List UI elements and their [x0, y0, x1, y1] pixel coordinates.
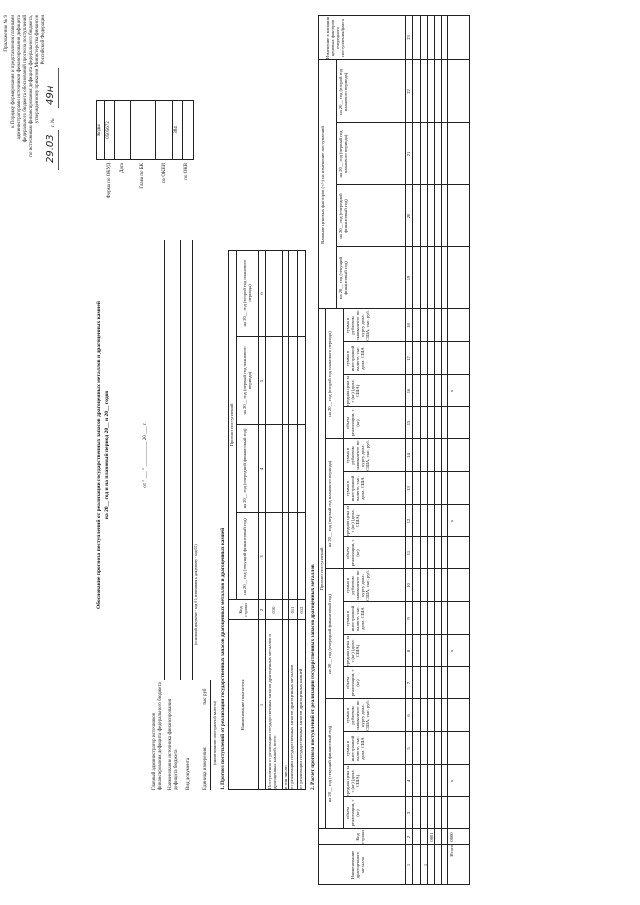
- s1-num-2: 2: [259, 608, 264, 612]
- codes-divider-2: [130, 100, 131, 160]
- s2-sub-volume-4: объем реализации, т (кг): [345, 409, 360, 437]
- s2-col-num-8: 8: [406, 649, 411, 653]
- header-line-6: Российской Федерации: [41, 15, 46, 65]
- header-line-3: федерального бюджета обоснований прогноза поступлений: [23, 15, 28, 143]
- header-line-4: по источникам финансирования дефицита федерального бюджета,: [29, 15, 34, 157]
- s1-row-total-code: 010: [271, 606, 276, 614]
- s2-col-fact: Влияние ценовых факторов (+/-) на изменение поступлений: [320, 126, 325, 244]
- s2-year-cur: на 20__ год (текущий финансовый год): [327, 725, 332, 803]
- s2-hline-5: [420, 15, 421, 885]
- s1-row-stones: от реализации государственных запасов драгоценных камней: [298, 668, 303, 789]
- s2-row-1-num: 1: [423, 863, 428, 867]
- s2-col-num-11: 11: [406, 550, 411, 556]
- s2-col-num-14: 14: [406, 453, 411, 458]
- s2-sub-price-4: средняя цена за т (кг) (долл. США): [345, 375, 360, 407]
- s1-row-stones-code: 012: [299, 606, 304, 614]
- codes-header: Коды: [97, 124, 102, 136]
- s2-sub-foreign-2: сумма в иностранной валюте, тыс. долл. США: [345, 605, 365, 632]
- s1-num-4: 4: [259, 467, 264, 471]
- s2-sub-rub-2: сумма в рублевом эквиваленте по курсу долл. США, тыс. руб.: [345, 570, 370, 601]
- s2-col-num-7: 7: [406, 681, 411, 685]
- bk-label: Глава по БК: [140, 163, 145, 189]
- order-number-underline: [58, 68, 59, 108]
- s2-col-num-3: 3: [406, 811, 411, 815]
- codes-divider-0: [104, 100, 105, 160]
- s1-num-5: 5: [259, 379, 264, 383]
- s1-row-total: Поступления от реализации государственных запасов драгоценных металлов и драгоценных камней, всего: [267, 634, 277, 789]
- s2-fact-1: на 20__ год (текущий финансовый год): [338, 257, 348, 299]
- s2-col-num-16: 16: [406, 388, 411, 394]
- s2-sub-foreign-4: сумма в иностранной валюте, тыс. долл. США: [345, 345, 365, 372]
- s1-vline-2: [236, 512, 306, 513]
- s2-sub-rub-4: сумма в рублевом эквиваленте по курсу долл. США, тыс. руб.: [345, 310, 370, 341]
- s2-col-code: Код строки: [355, 830, 365, 844]
- source-field-line: [180, 240, 181, 680]
- s2-col-num-2: 2: [406, 835, 411, 839]
- s2-x-mark-2: x: [449, 649, 454, 653]
- doc-type-hint: (основной документ - код 01; изменения к документу - код 02): [194, 544, 198, 645]
- okv-label: по ОКВ: [184, 163, 189, 180]
- currency-hint: (наименование иностранной валюты): [212, 701, 217, 765]
- s1-row-including: в том числе:: [283, 765, 288, 789]
- s2-x-mark-1: x: [449, 779, 454, 783]
- s2-col-num-12: 12: [406, 518, 411, 524]
- header-line-2: администраторами источников финансирования дефицита: [17, 15, 22, 140]
- s1-col-code: Код строки: [238, 603, 248, 617]
- order-date-suffix: г. №: [51, 118, 56, 127]
- s2-vline-9: [325, 568, 470, 569]
- s1-vline-4: [236, 336, 306, 337]
- okei-label: по ОКЕИ: [162, 163, 167, 184]
- s2-x-mark-4: x: [449, 389, 454, 393]
- s1-row-metals: от реализации государственных запасов драгоценных металлов: [289, 664, 294, 789]
- header-line-5: утвержденному приказом Министерства финансов: [35, 15, 40, 124]
- s2-col-num-21: 21: [406, 151, 411, 157]
- okei-value: 384: [174, 126, 179, 134]
- form-period: на 20__ год и на плановый период 20__ и 20__ годов: [104, 390, 110, 520]
- s2-year-p1: на 20__ год (первый год планового периода): [327, 460, 332, 548]
- s1-num-6: 6: [259, 292, 264, 295]
- date-label: Дата: [120, 163, 125, 173]
- form-title: Обоснование прогноза поступлений от реализации государственных запасов драгоценных металлов и драгоценных камней: [96, 301, 102, 609]
- order-date-handwritten: 29.03: [45, 134, 56, 163]
- admin-label-1: Главный администратор источников: [152, 712, 157, 790]
- admin-label-2: финансирования дефицита федерального бюджета: [158, 682, 163, 790]
- source-label-1: Наименование источника финансирования: [168, 698, 173, 790]
- s2-year-p2: на 20__ год (второй год планового периода): [327, 331, 332, 417]
- s1-col-name: Наименование показателя: [240, 679, 245, 731]
- unit-field-line: [210, 680, 211, 790]
- codes-divider-1: [114, 100, 115, 160]
- s2-hline-6: [427, 15, 428, 885]
- unit-value: тыс руб: [203, 688, 208, 705]
- s1-hline-2: [265, 250, 266, 790]
- s2-col-num-9: 9: [406, 617, 411, 620]
- order-date-underline: [58, 130, 59, 170]
- s2-hline-8: [441, 15, 442, 885]
- doc-type-label: Вид документа: [186, 757, 191, 790]
- s2-col-num-10: 10: [406, 583, 411, 588]
- s1-col-forecast: Прогноз поступлений: [229, 403, 234, 447]
- s2-x-mark-3: x: [449, 519, 454, 523]
- source-label-2: дефицита бюджета: [174, 749, 179, 790]
- s2-sub-price-2: средняя цена за т (кг) (долл. США): [345, 635, 360, 667]
- s2-sub-volume-2: объем реализации, т (кг): [345, 669, 360, 697]
- s2-row-code: 0001: [429, 832, 434, 842]
- s1-vline-3: [236, 424, 306, 425]
- s2-hline-4: [412, 15, 413, 885]
- s2-fact-4: на 20__ год (второй год планового периода): [338, 69, 348, 115]
- codes-divider-3: [155, 100, 156, 160]
- s2-sub-foreign-1: сумма в иностранной валюте, тыс. долл. США: [345, 735, 365, 762]
- s2-vline-19: [336, 184, 470, 185]
- s2-vline-18: [336, 246, 470, 247]
- s2-fact-3: на 20__ год (первый год планового периода): [338, 130, 348, 178]
- s2-col-forecast: Прогноз поступлений: [319, 547, 324, 591]
- s1-num-1: 1: [259, 703, 264, 707]
- s1-col-y3: на 20__ год (первый год планового периода): [242, 346, 252, 415]
- s2-col-num-13: 13: [406, 486, 411, 491]
- s2-col-num-15: 15: [406, 420, 411, 426]
- s2-year-next: на 20__ год (очередной финансовый год): [327, 594, 332, 674]
- s2-hline-9: [447, 15, 448, 885]
- s2-col-num-5: 5: [406, 747, 411, 750]
- codes-divider-4: [172, 100, 173, 160]
- s2-col-num-1: 1: [406, 863, 411, 867]
- s2-col-name: Наименование драгоценного металла: [350, 850, 365, 880]
- s1-col-y4: на 20__ год (второй год планового периода): [242, 259, 252, 327]
- s2-total-label: Итого: [449, 845, 454, 857]
- section1-title: 1. Прогноз поступлений от реализации государственных запасов драгоценных металлов и драгоценных камней: [220, 527, 226, 790]
- s2-col-num-22: 22: [406, 89, 411, 94]
- appendix-number: Приложение № 9: [4, 15, 9, 52]
- s2-sub-volume-3: объем реализации, т (кг): [345, 539, 360, 567]
- s2-hline-2: [343, 309, 344, 829]
- s2-vline-5: [325, 698, 470, 699]
- s1-col-y2: на 20__ год (очередной финансовый год): [242, 428, 247, 509]
- s2-col-num-23: 23: [406, 35, 411, 40]
- s2-col-num-19: 19: [406, 275, 411, 281]
- section2-title: 2. Расчет прогноза поступлений от реализации государственных запасов драгоценных металлов: [310, 564, 316, 790]
- s2-sub-volume-1: объем реализации, т (кг): [345, 799, 360, 827]
- s2-hline-1: [336, 60, 337, 309]
- codes-divider-5: [182, 100, 183, 160]
- okud-label: Форма по ОКУД: [107, 163, 112, 199]
- s2-hline-7: [434, 15, 435, 885]
- s2-vline-13: [325, 438, 470, 439]
- s2-vline-20: [336, 122, 470, 123]
- okud-value: 0505672: [106, 121, 111, 139]
- s2-col-num-4: 4: [406, 779, 411, 783]
- s2-hline-0: [325, 309, 326, 829]
- order-number-handwritten: 49н: [45, 85, 56, 105]
- s2-col-num-18: 18: [406, 323, 411, 328]
- s2-sub-price-1: средняя цена за т (кг) (долл. США): [345, 765, 360, 797]
- s1-num-3: 3: [259, 555, 264, 558]
- s2-col-num-20: 20: [406, 213, 411, 219]
- s2-sub-foreign-3: сумма в иностранной валюте, тыс. долл. США: [345, 475, 365, 502]
- s1-row-metals-code: 011: [290, 606, 295, 614]
- s2-fact-2: на 20__ год (очередной финансовый год): [338, 193, 348, 239]
- s2-total-code: 0000: [449, 832, 454, 842]
- s2-sub-rub-1: сумма в рублевом эквиваленте по курсу долл. США, тыс. руб.: [345, 700, 370, 731]
- header-line-1: к Порядку формирования и представления главными: [11, 15, 16, 128]
- form-date-line: от " ___ " __________ 20 ___ г.: [143, 422, 148, 488]
- s1-hline-0: [236, 250, 237, 600]
- s2-col-num-6: 6: [406, 714, 411, 717]
- s2-col-num-17: 17: [406, 356, 411, 361]
- admin-field-line: [164, 240, 165, 680]
- s1-col-y1: на 20__ год (текущий финансовый год): [242, 518, 247, 595]
- s2-sub-price-3: средняя цена за т (кг) (долл. США): [345, 505, 360, 537]
- s2-sub-rub-3: сумма в рублевом эквиваленте по курсу долл. США, тыс. руб.: [345, 440, 370, 471]
- s2-col-last: Изменение в влиянии ценовых факторов очередного поступления/факта: [325, 16, 345, 60]
- unit-label: Единица измерения:: [203, 746, 208, 790]
